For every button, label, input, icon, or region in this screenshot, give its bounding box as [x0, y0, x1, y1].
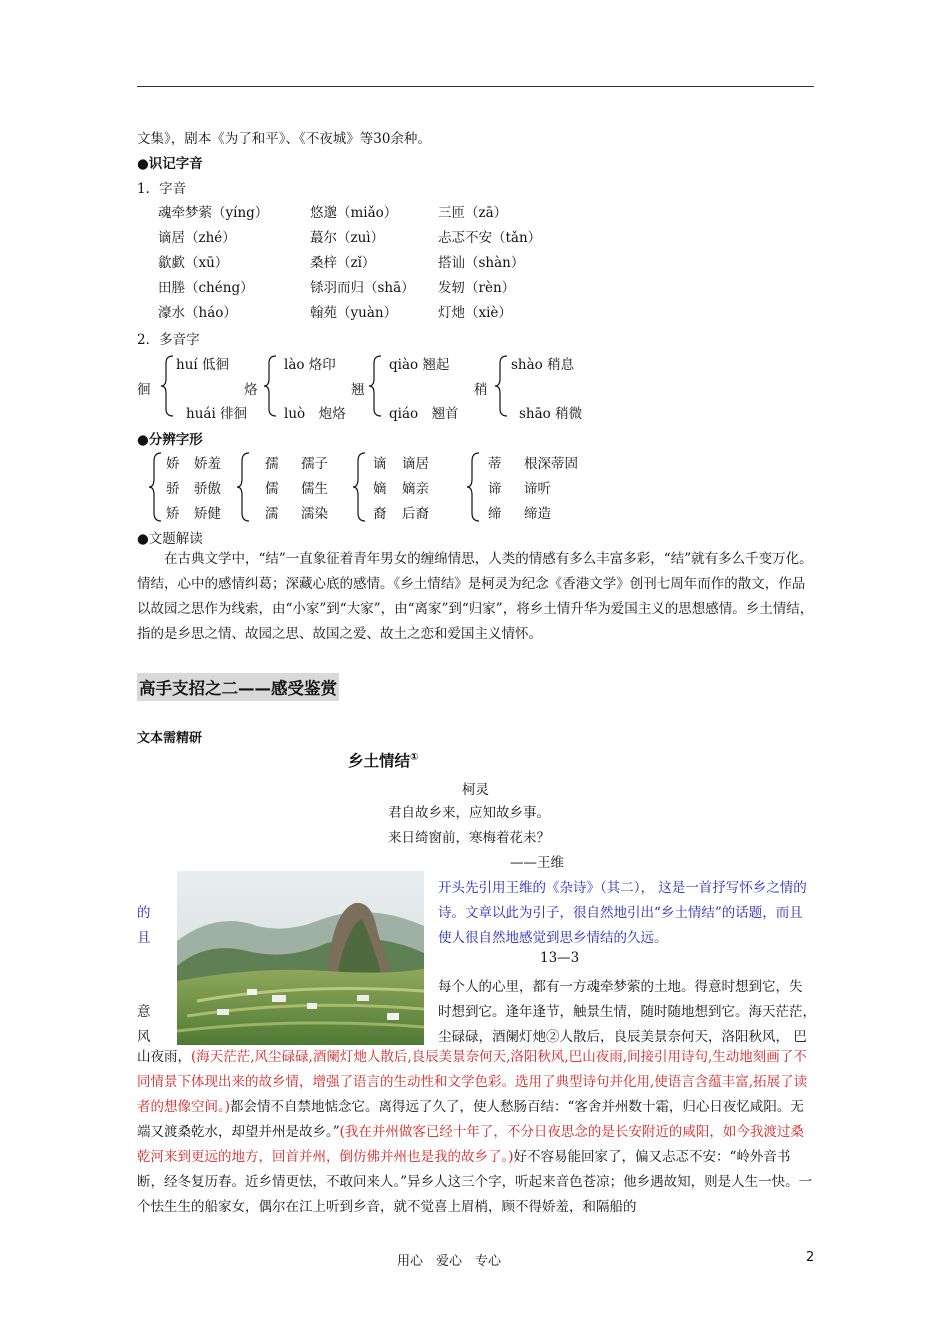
sub-heading-pinyin: 1．字音 — [137, 181, 187, 197]
glyph-word: 缔造 — [524, 506, 551, 522]
article-paragraph: 山夜雨，(海天茫茫,风尘碌碌,酒阑灯灺人散后,良辰美景奈何天,洛阳秋风,巴山夜雨,间接引用诗句,生动地刻画了不同情景下体现出来的故乡情，增强了语言的生动性和文学色彩。选用了典型诗句并化用,使语言含蕴丰富,拓展了读者的想像空间。)都会情不自禁地惦念它。离得远了久了，使人愁肠百结：“客舍并州数十霜，归心日夜忆咸阳。无端又渡桑乾水，却望并州是故乡。”(我在并州做客已经十年了，不分日夜思念的是长安附近的咸阳，如今我渡过桑乾河来到更远的地方，回首并州，倒仿佛并州也是我的故乡了。)好不容易能回家了，偏又忐忑不安：“岭外音书断，经冬复历春。近乡情更怯，不敢问来人。”异乡人这三个字，听起来音色苍凉；他乡遇故知，则是人生一快。一个怯生生的船家女，偶尔在江上听到乡音，就不觉喜上眉梢，顾不得娇羞，和隔船的 — [137, 1049, 813, 1215]
study-label: 文本需精研 — [137, 731, 203, 746]
poly-reading: qiào 翘起 — [389, 357, 450, 373]
glyph-char: 骄 — [166, 481, 180, 497]
glyph-word: 儒生 — [301, 481, 328, 497]
brace-icon — [466, 452, 480, 522]
brace-icon — [263, 355, 277, 417]
pron-cell: 悠邈（miǎo） — [310, 205, 398, 221]
poly-reading: shào 稍息 — [511, 357, 575, 373]
annotation-line: 开头先引用王维的《杂诗》（其二）， 这是一首抒写怀乡之情的 — [438, 880, 807, 896]
glyph-char: 嫡 — [373, 481, 387, 497]
epigraph-line: 君自故乡来，应知故乡事。 — [388, 805, 550, 821]
glyph-word: 后裔 — [402, 506, 429, 522]
pron-cell: 谪居（zhé） — [158, 230, 236, 246]
glyph-char: 娇 — [166, 456, 180, 472]
brace-icon — [368, 355, 382, 417]
pron-cell: 铩羽而归（shā） — [310, 280, 415, 296]
heading-glyphs: ●分辨字形 — [137, 432, 203, 448]
pron-cell: 蕞尔（zuì） — [310, 230, 385, 246]
pron-cell: 翰苑（yuàn） — [310, 305, 398, 321]
poly-reading: huí 低徊 — [176, 357, 229, 373]
brace-icon — [352, 452, 366, 522]
sub-heading-polyphone: 2．多音字 — [137, 332, 200, 348]
epigraph-line: 来日绮窗前，寒梅着花未？ — [388, 830, 550, 846]
footnote-marker: ① — [410, 751, 419, 763]
pron-cell: 三匝（zā） — [438, 205, 508, 221]
pron-cell: 歙歔（xū） — [158, 255, 229, 271]
pron-cell: 搭讪（shàn） — [438, 255, 525, 271]
annotation-wrap: 且 — [137, 930, 151, 946]
landscape-photo — [177, 871, 424, 1045]
heading-title-analysis: ●文题解读 — [137, 531, 203, 547]
pron-cell: 发轫（rèn） — [438, 280, 516, 296]
glyph-char: 矫 — [166, 506, 180, 522]
poly-reading: shāo 稍微 — [519, 406, 583, 422]
title-analysis-body: 在古典文学中，“结”一直象征着青年男女的缠绵情思，人类的情感有多么丰富多彩，“结”就有多么千变万化。情结，心中的感情纠葛；深藏心底的感情。《乡土情结》是柯灵为纪念《香港文学》创刊七周年而作的散文，作品以故园之思作为线索，由“小家”到“大家”，由“离家”到“归家”，将乡土情升华为爱国主义的思想感情。乡土情结，指的是乡思之情、故园之思、故国之爱、故土之恋和爱国主义情怀。 — [137, 551, 814, 642]
analysis-note: (我在并州做客已经十年了，不分日夜思念的是长安附近的咸阳，如今我渡过桑乾河来到更远的地方，回首并州，倒仿佛并州也是我的故乡了。) — [137, 1124, 804, 1165]
glyph-word: 濡染 — [301, 506, 328, 522]
poly-char: 烙 — [244, 382, 258, 398]
intro-tail: 文集》，剧本《为了和平》、《不夜城》等30余种。 — [137, 131, 431, 147]
page-number: 2 — [806, 1250, 815, 1265]
article-title: 乡土情结① — [348, 751, 419, 770]
paragraph-number: 13—3 — [540, 950, 580, 966]
pron-cell: 濠水（háo） — [158, 305, 237, 321]
glyph-word: 矫健 — [194, 506, 221, 522]
glyph-word: 嫡亲 — [402, 481, 429, 497]
poly-char: 稍 — [474, 382, 488, 398]
article-wrap: 意 — [137, 1004, 151, 1020]
annotation-line: 使人很自然地感觉到思乡情结的久远。 — [438, 930, 668, 946]
section-heading: 高手支招之二——感受鉴赏 — [137, 673, 339, 701]
brace-icon — [494, 355, 508, 417]
heading-pronunciation: ●识记字音 — [137, 156, 203, 172]
glyph-char: 裔 — [373, 506, 387, 522]
glyph-char: 孺 — [265, 456, 279, 472]
poly-char: 翘 — [351, 382, 365, 398]
epigraph-attribution: ——王维 — [510, 855, 564, 871]
poly-reading: lào 烙印 — [284, 357, 336, 373]
glyph-char: 缔 — [488, 506, 502, 522]
article-author: 柯灵 — [462, 782, 489, 798]
pron-cell: 忐忑不安（tǎn） — [438, 230, 542, 246]
poly-reading: huái 徘徊 — [186, 406, 248, 422]
glyph-char: 儒 — [265, 481, 279, 497]
poly-reading: luò 炮烙 — [284, 406, 346, 422]
pron-cell: 田塍（chéng） — [158, 280, 254, 296]
glyph-word: 谛听 — [524, 481, 551, 497]
poly-reading: qiáo 翘首 — [389, 406, 459, 422]
glyph-char: 谪 — [373, 456, 387, 472]
glyph-word: 孺子 — [301, 456, 328, 472]
annotation-line: 诗。文章以此为引子，很自然地引出“乡土情结”的话题，而且 — [438, 905, 803, 921]
article-wrap: 风 — [137, 1029, 151, 1045]
glyph-word: 谪居 — [402, 456, 429, 472]
analysis-note: (海天茫茫,风尘碌碌,酒阑灯灺人散后,良辰美景奈何天,洛阳秋风,巴山夜雨,间接引用诗句,生动地刻画了不同情景下体现出来的故乡情，增强了语言的生动性和文学色彩。选用了典型诗句并化用,使语言含蕴丰富,拓展了读者的想像空间。) — [137, 1049, 808, 1115]
annotation-wrap: 的 — [137, 905, 151, 921]
brace-icon — [236, 452, 250, 522]
footer-motto: 用心 爱心 专心 — [397, 1254, 502, 1269]
pron-cell: 魂牵梦萦（yíng） — [158, 205, 269, 221]
glyph-char: 濡 — [265, 506, 279, 522]
poly-char: 徊 — [137, 382, 151, 398]
glyph-char: 蒂 — [488, 456, 502, 472]
article-line: 尘碌碌，酒阑灯灺②人散后，良辰美景奈何天，洛阳秋风， 巴 — [438, 1029, 807, 1045]
glyph-char: 谛 — [488, 481, 502, 497]
article-line: 每个人的心里，都有一方魂牵梦萦的土地。得意时想到它，失 — [438, 979, 803, 995]
header-rule — [137, 86, 814, 87]
glyph-word: 根深蒂固 — [524, 456, 578, 472]
brace-icon — [148, 452, 162, 522]
brace-icon — [160, 355, 174, 417]
article-line: 时想到它。逢年逢节，触景生情，随时随地想到它。海天茫茫， — [438, 1004, 816, 1020]
pron-cell: 灯灺（xiè） — [438, 305, 512, 321]
glyph-word: 娇羞 — [194, 456, 221, 472]
pron-cell: 桑梓（zǐ） — [310, 255, 376, 271]
glyph-word: 骄傲 — [194, 481, 221, 497]
